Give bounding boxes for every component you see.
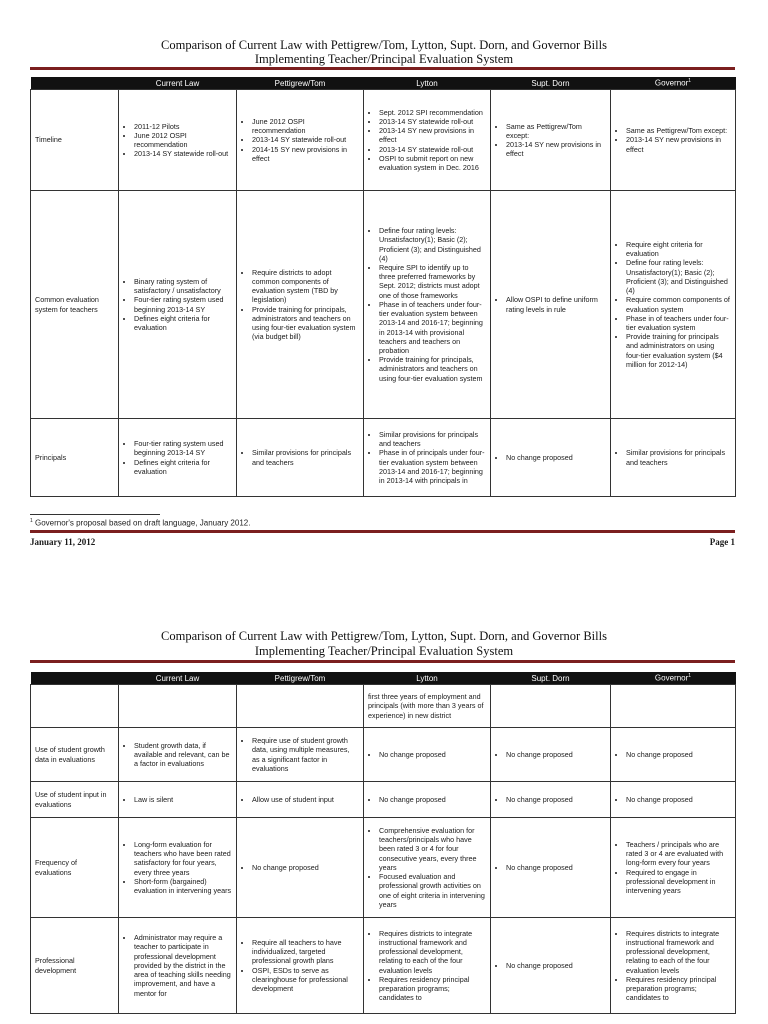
table-cell: [119, 918, 237, 1014]
bullet-list: [495, 750, 606, 759]
table-cell: [491, 419, 611, 497]
row-label: Use of student input in evaluations: [31, 782, 119, 818]
bullet-item: • 2013-14 SY statewide roll-out: [252, 135, 359, 144]
page1-title-rule: [30, 67, 735, 70]
bullet-list: [368, 750, 486, 759]
column-header-blank: [31, 77, 119, 90]
table-cell: [491, 782, 611, 818]
table-row: [31, 818, 736, 918]
bullet-item: • Defines eight criteria for evaluation: [134, 458, 232, 476]
row-label: Principals: [31, 419, 119, 497]
column-header: Supt. Dorn: [491, 672, 611, 685]
table-cell: [364, 782, 491, 818]
bullet-item: • 2013-14 SY new provisions in effect: [506, 140, 606, 158]
footnote-rule: [30, 514, 160, 515]
table-cell: [611, 918, 736, 1014]
bullet-item: • Comprehensive evaluation for teachers/principals who have been rated 3 or 4 for four consecutive years, every three years: [379, 826, 486, 872]
table-cell: [491, 728, 611, 782]
bullet-item: • Provide training for principals, administrators and teachers on using four-tier evaluation system: [379, 355, 486, 383]
footnote: [30, 518, 250, 528]
bullet-item: • Define four rating levels: Unsatisfactory(1); Basic (2); Proficient (3); and Distinguished (4): [379, 226, 486, 263]
column-header: Governor$^1$: [611, 77, 736, 90]
table-row: [31, 90, 736, 191]
bullet-item: • Same as Pettigrew/Tom except:: [626, 126, 731, 135]
page2-title-line2: Implementing Teacher/Principal Evaluation System: [254, 644, 514, 658]
page1-footer-rule: [30, 530, 735, 533]
bullet-item: • June 2012 OSPI recommendation: [252, 117, 359, 135]
bullet-list: [123, 840, 232, 895]
bullet-item: • Similar provisions for principals and teachers: [379, 430, 486, 448]
bullet-list: [241, 736, 359, 773]
table-row: [31, 191, 736, 419]
table-cell: [364, 419, 491, 497]
table-cell: [119, 782, 237, 818]
row-label: Timeline: [31, 90, 119, 191]
table-row: [31, 685, 736, 728]
bullet-list: [495, 863, 606, 872]
bullet-item: • Allow use of student input: [252, 795, 359, 804]
bullet-item: • Phase in of principals under four-tier evaluation system between 2013-14 and 2016-17; beginning in 2013-14 with principals in: [379, 448, 486, 485]
table-cell: [611, 191, 736, 419]
bullet-item: • OSPI, ESDs to serve as clearinghouse for professional development: [252, 966, 359, 994]
bullet-list: [615, 448, 731, 466]
footnote-text: Governor's proposal based on draft language, January 2012.: [32, 518, 251, 528]
column-header: Pettigrew/Tom: [237, 672, 364, 685]
bullet-item: • Binary rating system of satisfactory / unsatisfactory: [134, 277, 232, 295]
bullet-list: [241, 117, 359, 163]
bullet-item: • 2013-14 SY statewide roll-out: [379, 145, 486, 154]
table-cell: [237, 419, 364, 497]
table-cell: [364, 191, 491, 419]
bullet-item: • Require districts to adopt common components of evaluation system (TBD by legislation): [252, 268, 359, 305]
bullet-item: • Sept. 2012 SPI recommendation: [379, 108, 486, 117]
bullet-item: • Requires districts to integrate instructional framework and professional development, relating to each of the four evaluation levels: [379, 929, 486, 975]
table-cell: [611, 419, 736, 497]
table-cell: [491, 685, 611, 728]
bullet-item: • 2013-14 SY new provisions in effect: [379, 126, 486, 144]
bullet-item: • No change proposed: [506, 863, 606, 872]
bullet-item: • Administrator may require a teacher to participate in professional development provided by the district in the area of teaching skills needing improvement, and have a mentor for: [134, 933, 232, 997]
bullet-item: • 2011-12 Pilots: [134, 122, 232, 131]
page1-footer: [30, 537, 735, 547]
bullet-list: [615, 240, 731, 369]
row-label: Frequency of evaluations: [31, 818, 119, 918]
table-cell: [491, 918, 611, 1014]
row-label: Professional development: [31, 918, 119, 1014]
bullet-item: • Phase in of teachers under four-tier evaluation system between 2013-14 and 2016-17; beginning in 2013-14 with provisional teachers and teachers on probation: [379, 300, 486, 355]
footer-date: January 11, 2012: [30, 537, 96, 547]
page1-title-line1: Comparison of Current Law with Pettigrew/Tom, Lytton, Supt. Dorn, and Governor Bills: [161, 38, 607, 52]
table-row: [31, 419, 736, 497]
bullet-item: • Law is silent: [134, 795, 232, 804]
bullet-list: [123, 933, 232, 997]
table-cell: [611, 90, 736, 191]
bullet-list: [241, 795, 359, 804]
bullet-item: • Focused evaluation and professional growth activities on one of eight criteria in intervening years: [379, 872, 486, 909]
bullet-item: • Provide training for principals, administrators and teachers on using four-tier evaluation system (via budget bill): [252, 305, 359, 342]
cell-text: first three years of employment and principals (with more than 3 years of experience) in new district: [368, 692, 484, 720]
bullet-item: • No change proposed: [506, 750, 606, 759]
bullet-list: [495, 961, 606, 970]
bullet-item: • 2014-15 SY new provisions in effect: [252, 145, 359, 163]
column-header: Governor$^1$: [611, 672, 736, 685]
table-cell: [364, 918, 491, 1014]
bullet-item: • Require SPI to identify up to three preferred frameworks by Sept. 2012; districts must adopt one of those frameworks: [379, 263, 486, 300]
column-header: Current Law: [119, 77, 237, 90]
bullet-list: [123, 277, 232, 332]
bullet-list: [368, 795, 486, 804]
bullet-item: • No change proposed: [626, 750, 731, 759]
bullet-item: • Require eight criteria for evaluation: [626, 240, 731, 258]
bullet-list: [495, 453, 606, 462]
table-cell: [119, 191, 237, 419]
bullet-list: [368, 226, 486, 382]
bullet-list: [615, 750, 731, 759]
page1-comparison-table: [30, 77, 736, 497]
bullet-list: [241, 863, 359, 872]
bullet-item: • Short-form (bargained) evaluation in intervening years: [134, 877, 232, 895]
page2-title-line1: Comparison of Current Law with Pettigrew/Tom, Lytton, Supt. Dorn, and Governor Bills: [161, 629, 607, 643]
bullet-item: • Require use of student growth data, using multiple measures, as a significant factor in evaluations: [252, 736, 359, 773]
table-cell: [237, 728, 364, 782]
table-cell: [491, 818, 611, 918]
bullet-item: • Require all teachers to have individualized, targeted professional growth plans: [252, 938, 359, 966]
table-cell: [119, 818, 237, 918]
bullet-item: • Similar provisions for principals and teachers: [626, 448, 731, 466]
bullet-item: • No change proposed: [252, 863, 359, 872]
bullet-list: [241, 268, 359, 342]
bullet-item: • Similar provisions for principals and teachers: [252, 448, 359, 466]
table-cell: [237, 191, 364, 419]
table-cell: [364, 818, 491, 918]
bullet-item: • Require common components of evaluation system: [626, 295, 731, 313]
table-cell: [119, 728, 237, 782]
bullet-list: [615, 795, 731, 804]
table-cell: [237, 90, 364, 191]
table-cell: [491, 191, 611, 419]
bullet-item: • Requires districts to integrate instructional framework and professional development, relating to each of the four evaluation levels: [626, 929, 731, 975]
bullet-list: [241, 448, 359, 466]
bullet-item: • Phase in of teachers under four-tier evaluation system: [626, 314, 731, 332]
page2-title-rule: [30, 660, 735, 663]
table-cell: [611, 818, 736, 918]
governor-footnote-marker: 1: [688, 673, 692, 680]
table-cell: [119, 419, 237, 497]
table-row: [31, 918, 736, 1014]
bullet-item: • No change proposed: [506, 795, 606, 804]
table-cell: [237, 782, 364, 818]
table-cell: [364, 728, 491, 782]
bullet-list: [368, 108, 486, 172]
bullet-item: • No change proposed: [626, 795, 731, 804]
bullet-item: • Allow OSPI to define uniform rating levels in rule: [506, 295, 606, 313]
bullet-item: • No change proposed: [379, 795, 486, 804]
bullet-item: • No change proposed: [506, 453, 606, 462]
column-header: Supt. Dorn: [491, 77, 611, 90]
bullet-item: • OSPI to submit report on new evaluation system in Dec. 2016: [379, 154, 486, 172]
bullet-list: [495, 795, 606, 804]
table-cell: [611, 685, 736, 728]
bullet-item: • Define four rating levels: Unsatisfactory(1); Basic (2); Proficient (3); and Distinguished (4): [626, 258, 731, 295]
table-cell: [237, 818, 364, 918]
bullet-list: [368, 826, 486, 909]
bullet-list: [615, 929, 731, 1003]
table-cell: [611, 728, 736, 782]
column-header: Current Law: [119, 672, 237, 685]
table-row: [31, 782, 736, 818]
table-cell: [119, 90, 237, 191]
column-header-blank: [31, 672, 119, 685]
row-label: Use of student growth data in evaluations: [31, 728, 119, 782]
bullet-item: • No change proposed: [506, 961, 606, 970]
table-cell: [119, 685, 237, 728]
page2-comparison-table: [30, 672, 736, 1014]
table-cell: [364, 90, 491, 191]
bullet-item: • Requires residency principal preparation programs; candidates to: [626, 975, 731, 1003]
bullet-item: • Provide training for principals and administrators on using four-tier evaluation system ($4 million for 2012-14): [626, 332, 731, 369]
bullet-list: [123, 439, 232, 476]
bullet-item: • Same as Pettigrew/Tom except:: [506, 122, 606, 140]
bullet-item: • Requires residency principal preparation programs; candidates to: [379, 975, 486, 1003]
page1-title-line2: Implementing Teacher/Principal Evaluation System: [254, 52, 514, 66]
footnote-marker: 1: [30, 518, 33, 524]
bullet-list: [368, 430, 486, 485]
governor-footnote-marker: 1: [688, 78, 692, 85]
column-header: Pettigrew/Tom: [237, 77, 364, 90]
table-cell: [611, 782, 736, 818]
bullet-item: • June 2012 OSPI recommendation: [134, 131, 232, 149]
bullet-item: • Student growth data, if available and relevant, can be a factor in evaluations: [134, 741, 232, 769]
table-cell: [237, 685, 364, 728]
bullet-item: • Defines eight criteria for evaluation: [134, 314, 232, 332]
bullet-item: • Long-form evaluation for teachers who have been rated satisfactory for four years, every three years: [134, 840, 232, 877]
bullet-item: • Four-tier rating system used beginning 2013-14 SY: [134, 439, 232, 457]
table-cell: [237, 918, 364, 1014]
table-cell: [491, 90, 611, 191]
bullet-list: [615, 840, 731, 895]
bullet-item: • 2013-14 SY new provisions in effect: [626, 135, 731, 153]
row-label: Common evaluation system for teachers: [31, 191, 119, 419]
footer-page-number: Page 1: [709, 537, 735, 547]
bullet-list: [615, 126, 731, 154]
column-header: Lytton: [364, 672, 491, 685]
bullet-item: • Four-tier rating system used beginning 2013-14 SY: [134, 295, 232, 313]
bullet-list: [368, 929, 486, 1003]
bullet-list: [123, 741, 232, 769]
bullet-list: [123, 122, 232, 159]
bullet-item: • Required to engage in professional development in intervening years: [626, 868, 731, 896]
bullet-list: [123, 795, 232, 804]
bullet-item: • Teachers / principals who are rated 3 or 4 are evaluated with long-form every four years: [626, 840, 731, 868]
bullet-list: [241, 938, 359, 993]
row-label: [31, 685, 119, 728]
table-row: [31, 728, 736, 782]
bullet-list: [495, 295, 606, 313]
bullet-item: • 2013-14 SY statewide roll-out: [134, 149, 232, 158]
bullet-item: • 2013-14 SY statewide roll-out: [379, 117, 486, 126]
bullet-item: • No change proposed: [379, 750, 486, 759]
table-cell: [364, 685, 491, 728]
column-header: Lytton: [364, 77, 491, 90]
bullet-list: [495, 122, 606, 159]
